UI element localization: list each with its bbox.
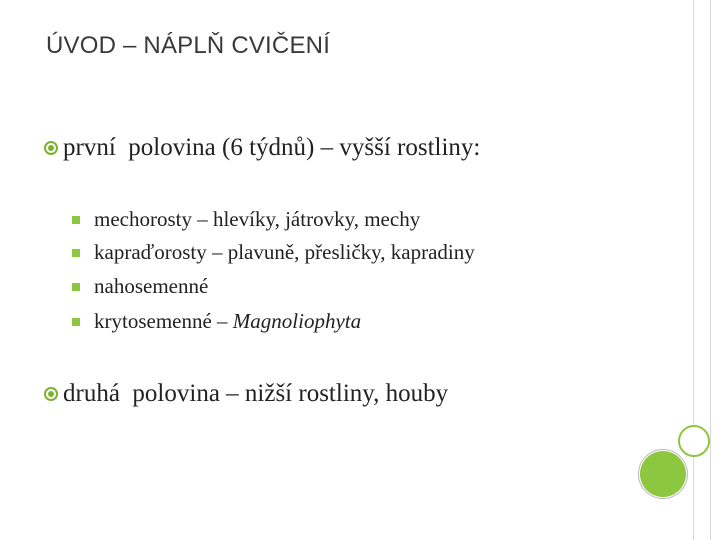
decorative-vertical-line: [693, 0, 694, 540]
bullet-item-first-half: [44, 134, 480, 162]
bullet-text: první polovina (6 týdnů) – vyšší rostliny:: [63, 134, 481, 161]
bullet-item-second-half: [44, 380, 448, 408]
sub-item-text: nahosemenné: [94, 274, 209, 298]
sub-item: [72, 274, 208, 299]
square-bullet-icon: [72, 249, 80, 257]
sub-item: [72, 309, 361, 334]
sub-item-text: krytosemenné –: [94, 309, 233, 333]
slide-title: ÚVOD – NÁPLŇ CVIČENÍ: [46, 32, 331, 59]
decorative-circle-filled: [640, 451, 686, 497]
decorative-circle-outline: [678, 425, 710, 457]
sub-item-italic-text: Magnoliophyta: [232, 309, 362, 333]
sub-item-text: mechorosty – hlevíky, játrovky, mechy: [94, 207, 421, 231]
circle-bullet-icon: [44, 141, 58, 155]
square-bullet-icon: [72, 216, 80, 224]
sub-item: [72, 207, 420, 232]
sub-item-text: kapraďorosty – plavuně, přesličky, kapradiny: [94, 240, 475, 264]
square-bullet-icon: [72, 318, 80, 326]
sub-item: [72, 240, 475, 265]
circle-bullet-icon: [44, 387, 58, 401]
square-bullet-icon: [72, 283, 80, 291]
bullet-text: druhá polovina – nižší rostliny, houby: [63, 380, 449, 407]
decorative-vertical-line: [710, 0, 711, 540]
